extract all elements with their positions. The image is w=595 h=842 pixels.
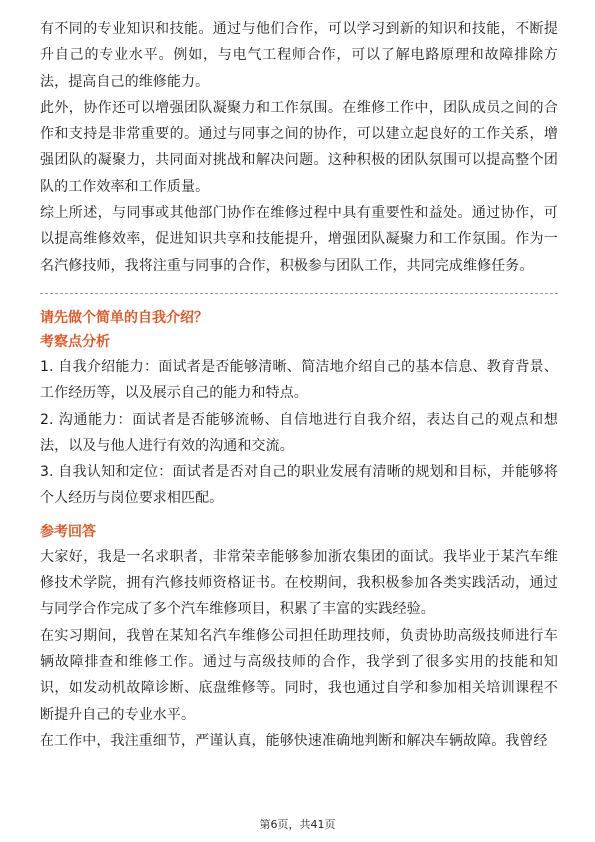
page-number: 第6页，共41页	[259, 818, 336, 831]
analysis-item: 2. 沟通能力：面试者是否能够流畅、自信地进行自我介绍，表达自己的观点和想法，以及与他人进行有效的沟通和交流。	[40, 411, 558, 454]
answer-paragraph: 在工作中，我注重细节，严谨认真，能够快速准确地判断和解决车辆故障。我曾经	[40, 732, 548, 749]
spacer	[40, 512, 558, 520]
analysis-item: 1. 自我介绍能力：面试者是否能够清晰、简洁地介绍自己的基本信息、教育背景、工作经历等，以及展示自己的能力和特点。	[40, 358, 558, 402]
section-divider	[40, 293, 558, 294]
answer-paragraph: 在实习期间，我曾在某知名汽车维修公司担任助理技师，负责协助高级技师进行车辆故障排查和维修工作。通过与高级技师的合作，我学到了很多实用的技能和知识，如发动机故障诊断、底盘维修等。同时，我也通过自学和参加相关培训课程不断提升自己的专业水平。	[40, 627, 558, 723]
answer-paragraph: 大家好，我是一名求职者，非常荣幸能够参加浙农集团的面试。我毕业于某汽车维修技术学院，拥有汽修技师资格证书。在校期间，我积极参加各类实践活动，通过与同学合作完成了多个汽车维修项目，积累了丰富的实践经验。	[40, 548, 558, 618]
analysis-title: 考察点分析	[40, 333, 110, 350]
body-paragraph: 此外，协作还可以增强团队凝聚力和工作氛围。在维修工作中，团队成员之间的合作和支持是非常重要的。通过与同事之间的协作，可以建立起良好的工作关系，增强团队的凝聚力，共同面对挑战和解决问题。这种积极的团队氛围可以提高整个团队的工作效率和工作质量。	[40, 99, 558, 195]
body-paragraph: 综上所述，与同事或其他部门协作在维修过程中具有重要性和益处。通过协作，可以提高维修效率，促进知识共享和技能提升，增强团队凝聚力和工作氛围。作为一名汽修技师，我将注重与同事的合作，积极参与团队工作，共同完成维修任务。	[40, 205, 558, 274]
question-heading: 请先做个简单的自我介绍？	[40, 309, 208, 326]
analysis-item: 3. 自我认知和定位：面试者是否对自己的职业发展有清晰的规划和目标，并能够将个人经历与岗位要求相匹配。	[40, 464, 558, 507]
page-content	[40, 16, 558, 754]
answer-title: 参考回答	[40, 523, 96, 540]
body-paragraph: 有不同的专业知识和技能。通过与他们合作，可以学习到新的知识和技能，不断提升自己的专业水平。例如，与电气工程师合作，可以了解电路原理和故障排除方法，提高自己的维修能力。	[40, 21, 558, 90]
